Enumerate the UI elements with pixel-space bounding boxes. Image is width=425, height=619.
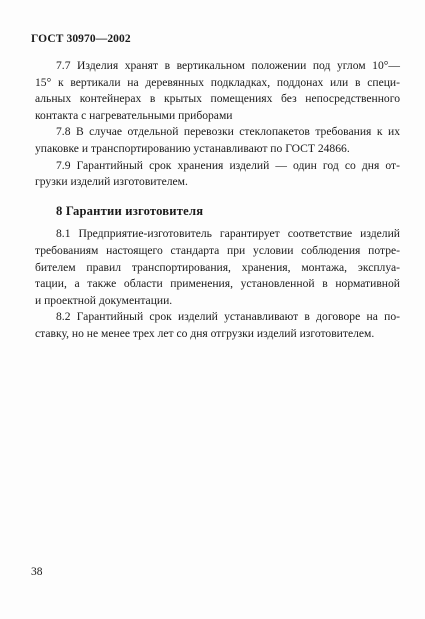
paragraph-line: требованиям настоящего стандарта при условии соблюдения потре- xyxy=(35,243,400,257)
paragraph-8-2 xyxy=(35,309,400,342)
paragraph-line: упаковке и транспортированию устанавливают по ГОСТ 24866. xyxy=(35,141,350,155)
paragraph-7-9 xyxy=(35,158,400,191)
paragraph-line: альных контейнерах в крытых помещениях без непосредственного xyxy=(35,92,400,106)
document-header: ГОСТ 30970—2002 xyxy=(31,33,131,45)
paragraph-7-8 xyxy=(35,124,400,157)
paragraph-line: контакта с нагревательными приборами xyxy=(35,108,233,122)
paragraph-line: и проектной документации. xyxy=(35,293,173,307)
paragraph-line: 8.2 Гарантийный срок изделий устанавливают в договоре на по- xyxy=(56,310,400,324)
page-number: 38 xyxy=(31,566,43,578)
paragraph-line: тации, а также области применения, установленной в нормативной xyxy=(35,277,400,291)
paragraph-line: 15° к вертикали на деревянных подкладках, поддонах или в специ- xyxy=(35,75,400,89)
paragraph-line: 7.8 В случае отдельной перевозки стеклопакетов требования к их xyxy=(56,125,400,139)
paragraph-8-1 xyxy=(35,226,400,309)
paragraph-line: 7.7 Изделия хранят в вертикальном положении под углом 10°— xyxy=(56,59,400,72)
paragraph-line: 8.1 Предприятие-изготовитель гарантирует соответствие изделий xyxy=(56,227,400,241)
paragraph-line: ставку, но не менее трех лет со дня отгрузки изделий изготовителем. xyxy=(35,326,375,340)
paragraph-line: бителем правил транспортирования, хранения, монтажа, эксплуа- xyxy=(35,260,400,274)
section-8-heading: 8 Гарантии изготовителя xyxy=(56,203,204,218)
paragraph-line: грузки изделий изготовителем. xyxy=(35,175,188,189)
paragraph-7-7 xyxy=(35,58,400,124)
document-body xyxy=(35,58,400,343)
paragraph-line: 7.9 Гарантийный срок хранения изделий — один год со дня от- xyxy=(56,158,400,172)
